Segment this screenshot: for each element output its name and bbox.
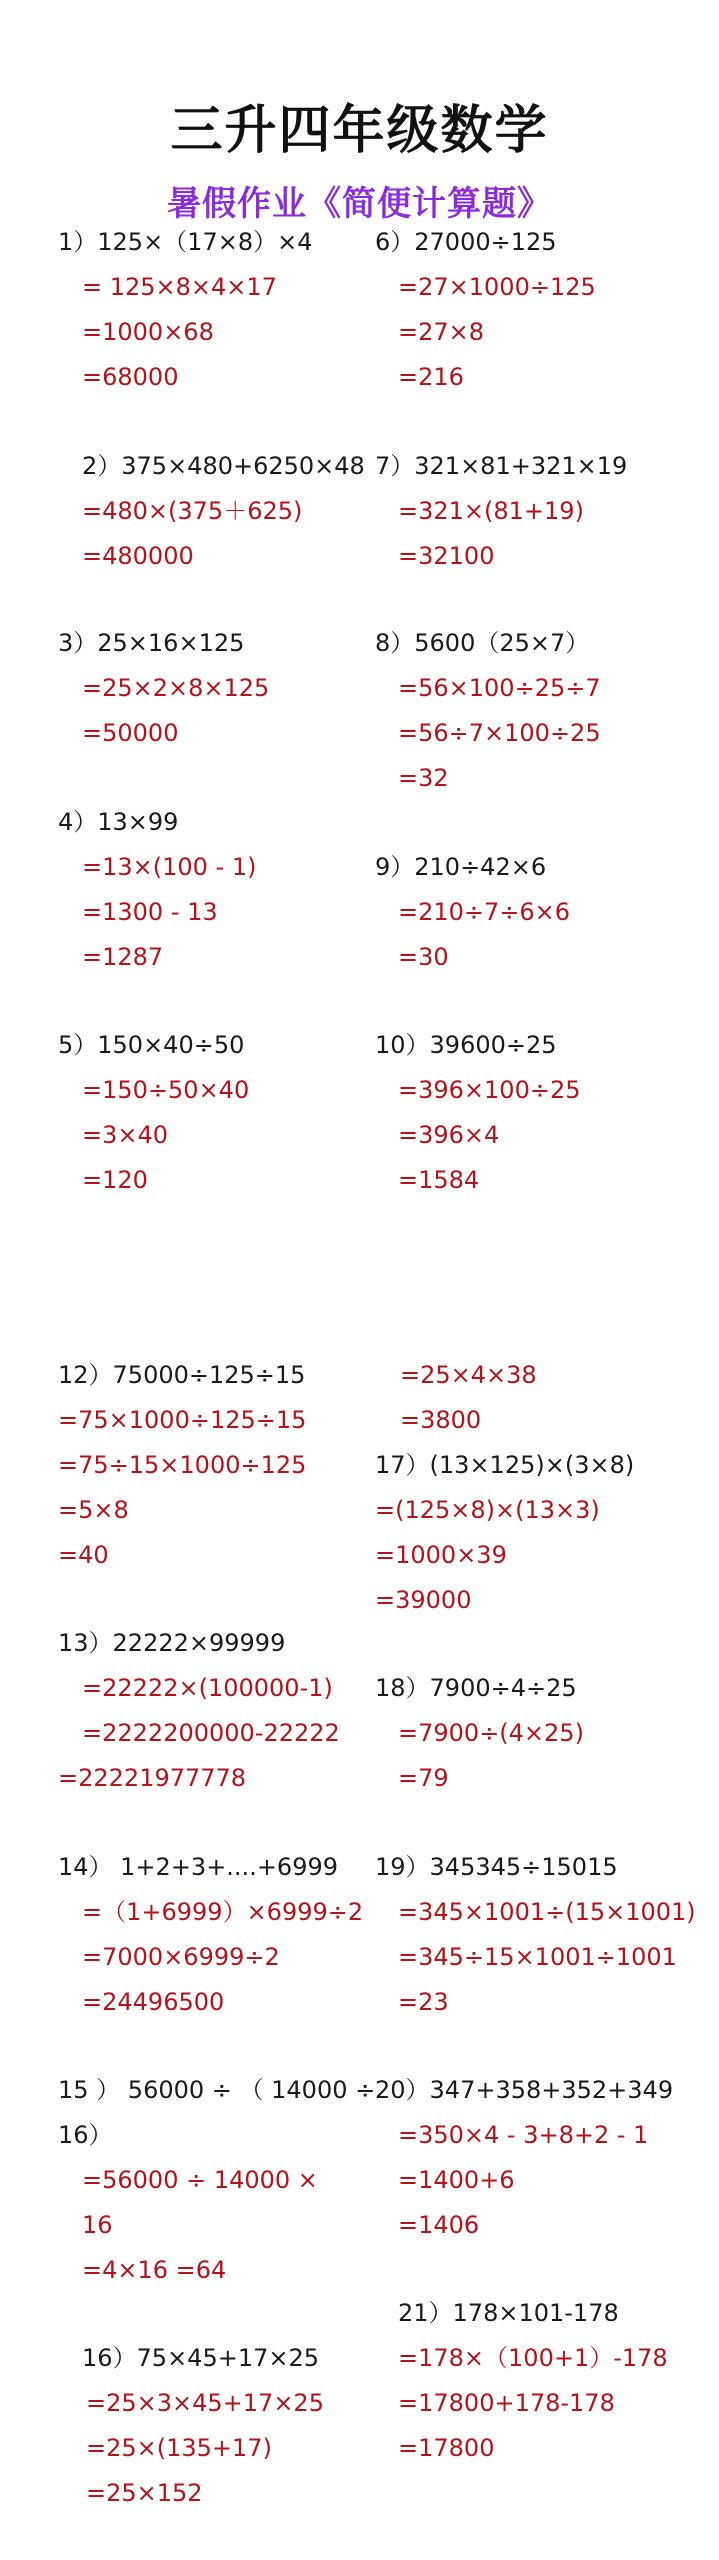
solution-step: =27×8 [398,318,485,346]
solution-step: =17800+178-178 [398,2389,615,2417]
solution-step: =345×1001÷(15×1001) [398,1898,696,1926]
solution-step: =24496500 [82,1988,225,2016]
solution-step: =25×(135+17) [86,2434,272,2462]
problem-statement: 7）321×81+321×19 [375,452,628,480]
solution-step: =210÷7÷6×6 [398,898,571,926]
solution-step: =396×100÷25 [398,1076,581,1104]
problem-statement: 20）347+358+352+349 [375,2076,674,2104]
problem-statement: 18）7900÷4÷25 [375,1674,577,1702]
problem-statement: 19）345345÷15015 [375,1853,618,1881]
solution-step: =480000 [82,542,194,570]
solution-step: =345÷15×1001÷1001 [398,1943,677,1971]
solution-step: =1000×68 [82,318,214,346]
solution-step: =480×(375＋625) [82,497,303,525]
problem-statement: 12）75000÷125÷15 [58,1361,306,1389]
solution-step: =27×1000÷125 [398,273,596,301]
solution-step: =40 [58,1541,109,1569]
solution-step: =1300 - 13 [82,898,218,926]
solution-step: =25×4×38 [400,1361,537,1389]
solution-step: =79 [398,1764,449,1792]
solution-step: =75÷15×1000÷125 [58,1451,307,1479]
solution-step: =75×1000÷125÷15 [58,1406,307,1434]
solution-step: 16 [82,2211,113,2239]
problem-statement: 1）125×（17×8）×4 [58,228,313,256]
solution-step: =396×4 [398,1121,500,1149]
solution-step: =13×(100 - 1) [82,853,257,881]
solution-step: =4×16 =64 [82,2256,227,2284]
solution-step: =3×40 [82,1121,169,1149]
problem-statement: 14） 1+2+3+....+6999 [58,1853,339,1881]
solution-step: =(125×8)×(13×3) [375,1496,600,1524]
solution-step: =150÷50×40 [82,1076,250,1104]
solution-step: =56÷7×100÷25 [398,719,601,747]
problem-statement: 15 ） 56000 ÷ （ 14000 ÷ [58,2076,376,2104]
solution-step: =120 [82,1166,148,1194]
page-subtitle: 暑假作业《简便计算题》 [167,184,552,224]
solution-step: =2222200000-22222 [82,1719,340,1747]
solution-step: =23 [398,1988,449,2016]
solution-step: =25×152 [86,2479,203,2507]
problem-statement: 21）178×101-178 [398,2299,619,2327]
solution-step: =22222×(100000-1) [82,1674,333,1702]
solution-step: =1406 [398,2211,480,2239]
problem-statement: 9）210÷42×6 [375,853,547,881]
problem-statement: 16） [58,2121,113,2149]
problem-statement: 17）(13×125)×(3×8) [375,1451,635,1479]
problem-statement: 2）375×480+6250×48 [82,452,365,480]
solution-step: =25×3×45+17×25 [86,2389,324,2417]
page-title: 三升四年级数学 [170,101,549,161]
solution-step: =25×2×8×125 [82,674,270,702]
solution-step: =50000 [82,719,179,747]
problem-statement: 3）25×16×125 [58,629,245,657]
solution-step: =17800 [398,2434,495,2462]
solution-step: =39000 [375,1586,472,1614]
solution-step: = 125×8×4×17 [82,273,277,301]
problem-statement: 16）75×45+17×25 [82,2344,320,2372]
solution-step: =1584 [398,1166,480,1194]
solution-step: =5×8 [58,1496,129,1524]
solution-step: =178×（100+1）-178 [398,2344,668,2372]
solution-step: =32100 [398,542,495,570]
problem-statement: 4）13×99 [58,808,179,836]
solution-step: =1000×39 [375,1541,507,1569]
solution-step: =32 [398,764,449,792]
problem-statement: 8）5600（25×7） [375,629,590,657]
solution-step: =1287 [82,943,164,971]
solution-step: =3800 [400,1406,482,1434]
solution-step: =1400+6 [398,2166,515,2194]
solution-step: =30 [398,943,449,971]
solution-step: =（1+6999）×6999÷2 [82,1898,364,1926]
solution-step: =350×4 - 3+8+2 - 1 [398,2121,649,2149]
solution-step: =216 [398,363,464,391]
solution-step: =7900÷(4×25) [398,1719,584,1747]
solution-step: =56×100÷25÷7 [398,674,601,702]
problem-statement: 5）150×40÷50 [58,1031,245,1059]
problem-statement: 10）39600÷25 [375,1031,557,1059]
solution-step: =7000×6999÷2 [82,1943,280,1971]
problem-statement: 6）27000÷125 [375,228,557,256]
problem-statement: 13）22222×99999 [58,1629,286,1657]
solution-step: =68000 [82,363,179,391]
solution-step: =321×(81+19) [398,497,584,525]
solution-step: =22221977778 [58,1764,247,1792]
solution-step: =56000 ÷ 14000 × [82,2166,318,2194]
